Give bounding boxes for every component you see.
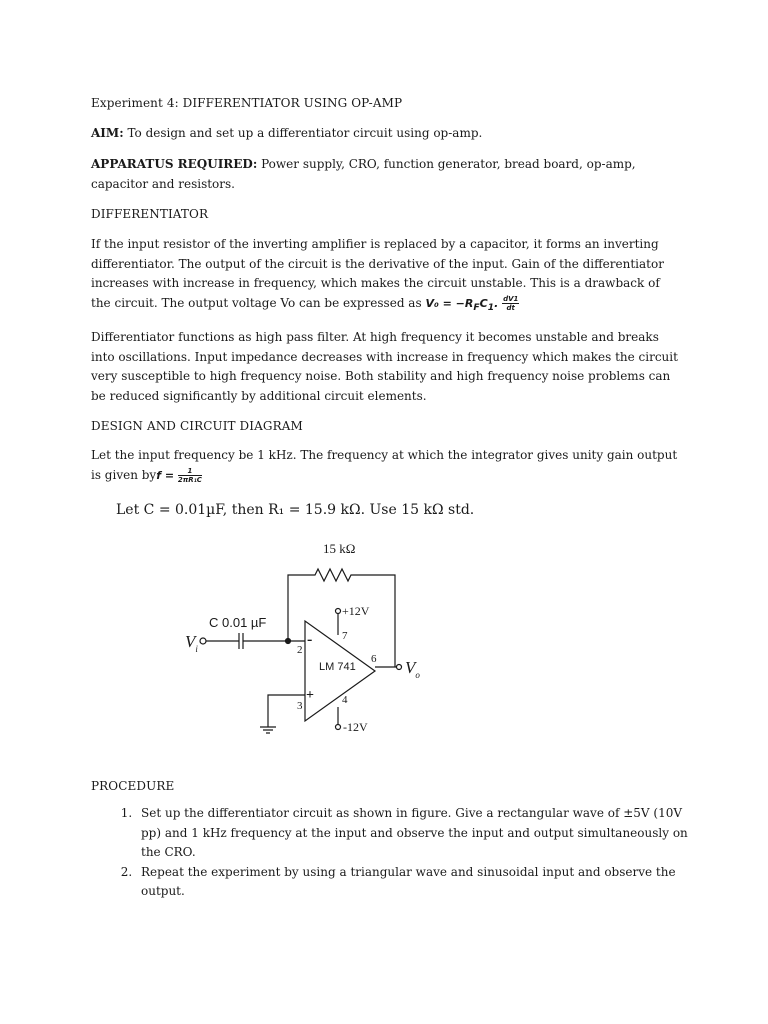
design-text: Let the input frequency be 1 kHz. The frequency at which the integrator gives unity gain output is given by — [91, 448, 678, 482]
aim-text: To design and set up a differentiator circuit using op-amp. — [123, 126, 483, 140]
opamp-label: LM 741 — [319, 661, 356, 673]
aim-paragraph — [91, 124, 681, 144]
pin-6-label: 6 — [371, 653, 377, 665]
differentiator-para2: Differentiator functions as high pass filter. At high frequency it becomes unstable and breaks into oscillations. Input impedance decreases with increase in frequency which makes the circuit very susceptible to high frequency noise. Both stability and high frequency noise problems can be reduced significantly by additional circuit elements. — [91, 330, 678, 403]
differentiator-heading: DIFFERENTIATOR — [91, 207, 209, 221]
experiment-title: Experiment 4: DIFFERENTIATOR USING OP-AMP — [91, 96, 403, 110]
junction-dot — [286, 639, 291, 644]
frequency-formula: f = — [156, 468, 175, 482]
differentiator-circuit-diagram — [175, 535, 465, 745]
output-terminal — [397, 665, 402, 670]
apparatus-paragraph — [91, 155, 681, 194]
pin-2-label: 2 — [297, 644, 303, 656]
procedure-heading: PROCEDURE — [91, 779, 175, 793]
frequency-fraction: $\frac{1}{\text{2πR₁C}}$ — [177, 466, 202, 484]
feedback-resistor-label: 15 kΩ — [323, 541, 356, 556]
apparatus-text: Power supply, CRO, function generator, bread board, op-amp, capacitor and resistors. — [91, 157, 636, 191]
feedback-resistor — [288, 569, 395, 667]
differentiator-para1 — [91, 235, 681, 317]
inverting-symbol: - — [307, 631, 313, 648]
aim-label: AIM: — [91, 126, 124, 140]
ground-symbol — [260, 727, 276, 733]
noninverting-symbol: + — [306, 688, 314, 703]
derivative-fraction: $\frac{dV1}{dt}$ — [503, 294, 519, 312]
procedure-step-1: 1. Set up the differentiator circuit as shown in figure. Give a rectangular wave of ±5V (10V pp) and 1 kHz frequency at the input and observe the input and output simultaneously on the CRO. — [136, 804, 691, 863]
input-terminal — [200, 638, 206, 644]
positive-supply-terminal — [336, 609, 341, 614]
design-heading: DESIGN AND CIRCUIT DIAGRAM — [91, 419, 303, 433]
pin-3-label: 3 — [297, 700, 303, 712]
output-voltage-label: $V_o$ — [405, 658, 420, 680]
pin-7-label: 7 — [342, 630, 348, 642]
output-formula: $V_0 = -R_FC_1$. — [425, 296, 499, 313]
negative-supply-label: -12V — [343, 720, 368, 734]
input-voltage-label: $V_i$ — [185, 632, 198, 654]
apparatus-label: APPARATUS REQUIRED: — [91, 157, 258, 171]
capacitor-label: C 0.01 µF — [209, 615, 267, 630]
design-paragraph — [91, 446, 681, 485]
positive-supply-label: +12V — [342, 604, 370, 618]
procedure-list — [91, 804, 691, 902]
component-values-line: Let C = 0.01µF, then R₁ = 15.9 kΩ. Use 15 kΩ std. — [116, 502, 475, 518]
pin-4-label: 4 — [342, 694, 348, 706]
procedure-step-2: 2. Repeat the experiment by using a triangular wave and sinusoidal input and observe the output. — [136, 863, 691, 902]
negative-supply-terminal — [336, 725, 341, 730]
differentiator-para1-text: If the input resistor of the inverting amplifier is replaced by a capacitor, it forms an inverting differentiator. The output of the circuit is the derivative of the input. Gain of the differentiator increases with increase in frequency, which makes the circuit unstable. This is a drawback of the circuit. The output voltage Vo can be expressed as — [91, 237, 664, 310]
